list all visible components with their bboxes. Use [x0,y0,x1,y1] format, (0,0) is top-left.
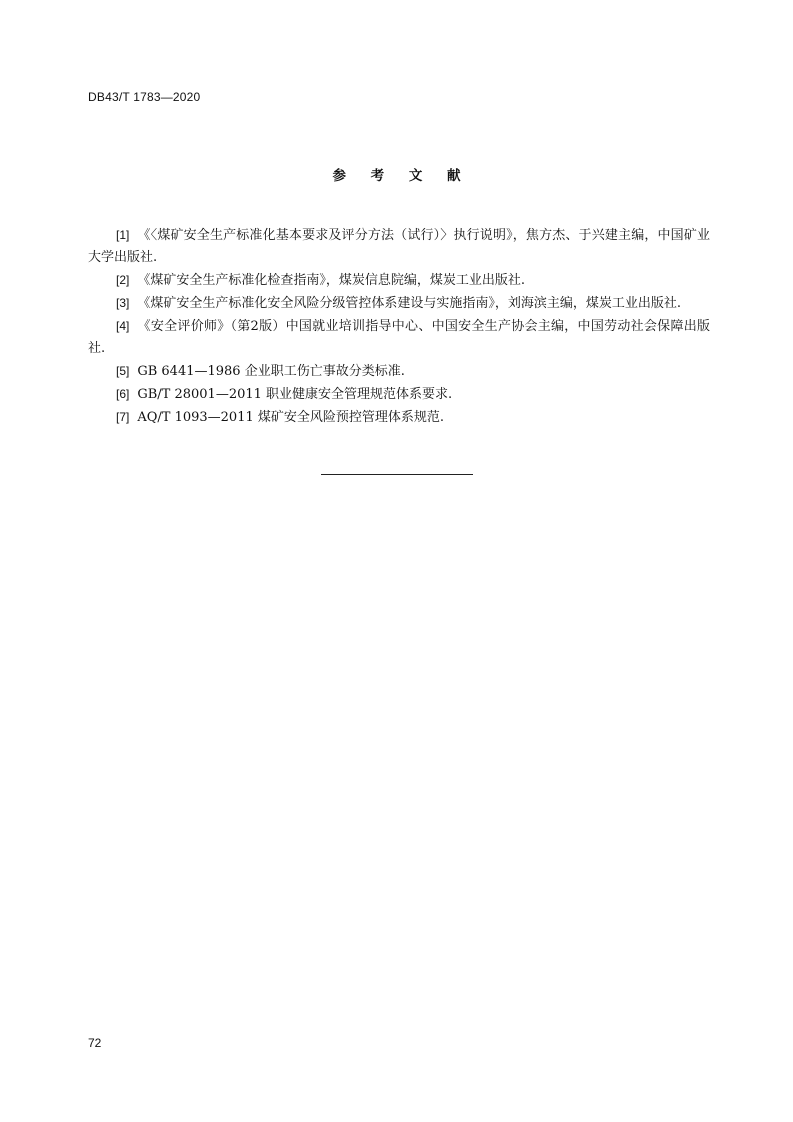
reference-number: [4] [116,319,130,333]
reference-number: [1] [116,228,130,242]
reference-number: [6] [116,387,130,401]
reference-number: [7] [116,410,130,424]
reference-text: 《煤矿安全生产标准化检查指南》，煤炭信息院编，煤炭工业出版社. [137,273,525,288]
document-code: DB43/T 1783—2020 [88,90,201,104]
reference-item [88,383,710,406]
reference-text: 《安全评价师》（第2版）中国就业培训指导中心、中国安全生产协会主编，中国劳动社会保障出版社. [88,319,710,356]
reference-text: AQ/T 1093—2011 煤矿安全风险预控管理体系规范. [137,410,445,425]
page-number: 72 [88,1036,102,1050]
reference-number: [5] [116,364,130,378]
reference-item [88,360,710,383]
reference-text: GB 6441—1986 企业职工伤亡事故分类标准. [137,364,405,379]
reference-item [88,269,710,292]
reference-item [88,292,710,315]
reference-item [88,315,710,360]
reference-item [88,406,710,429]
reference-number: [2] [116,273,130,287]
reference-item [88,224,710,269]
reference-text: 《〈煤矿安全生产标准化基本要求及评分方法（试行）〉执行说明》，焦方杰、于兴建主编，中国矿业大学出版社. [88,228,710,265]
reference-text: GB/T 28001—2011 职业健康安全管理规范体系要求. [137,387,453,402]
section-title: 参 考 文 献 [332,168,471,184]
reference-number: [3] [116,296,130,310]
reference-text: 《煤矿安全生产标准化安全风险分级管控体系建设与实施指南》，刘海滨主编，煤炭工业出版社. [137,296,681,311]
end-rule-divider [321,474,473,475]
reference-list [88,224,710,429]
